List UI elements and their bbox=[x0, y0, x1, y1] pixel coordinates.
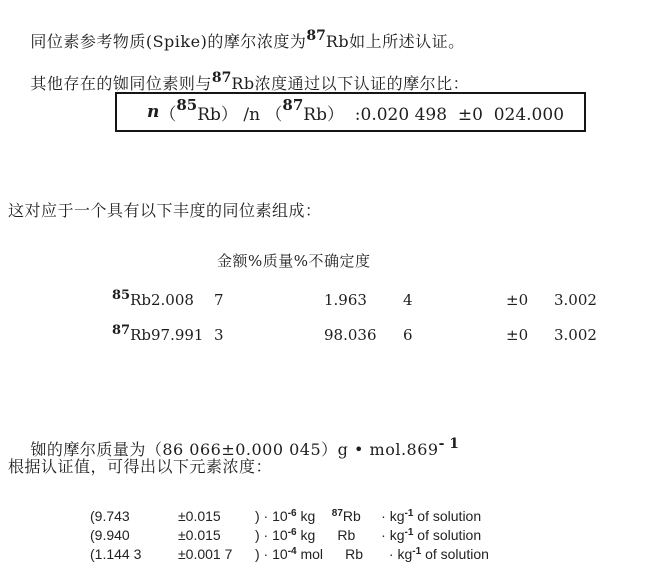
solution-tail: of solution bbox=[421, 546, 489, 562]
para-composition-intro: 这对应于一个具有以下丰度的同位素组成： bbox=[8, 201, 322, 220]
concentration-value: (9.743 bbox=[90, 508, 130, 524]
close-times-base: ) · 10 bbox=[255, 508, 288, 524]
element-name: Rb bbox=[337, 527, 356, 543]
ratio-value: Rb） :0.020 498 ±0 024.000 bbox=[303, 104, 565, 125]
concentration-line-rb-molar bbox=[90, 546, 489, 562]
table-cell: 7 bbox=[214, 291, 224, 309]
para-ratio-post: Rb浓度通过以下认证的摩尔比： bbox=[231, 74, 470, 93]
abundance-row-85rb bbox=[112, 288, 597, 309]
para-ratio-pre: 其他存在的铷同位素则与 bbox=[30, 74, 212, 93]
table-cell: 98.036 bbox=[324, 326, 377, 344]
concentration-line-rb-mass bbox=[90, 527, 481, 543]
element-symbol bbox=[315, 508, 377, 524]
concentration-uncertainty: ±0.015 bbox=[178, 508, 221, 524]
abundance-row-87rb bbox=[112, 323, 597, 344]
unit: kg bbox=[296, 527, 316, 543]
per-exponent: -1 bbox=[404, 508, 414, 519]
exponent: -6 bbox=[287, 508, 297, 519]
ratio-mid: Rb） /n （ bbox=[197, 104, 283, 125]
table-cell: ±0 bbox=[506, 326, 529, 344]
isotope-87-superscript: 87 bbox=[282, 96, 304, 114]
table-cell: 3.002 bbox=[554, 326, 597, 344]
isotope-label bbox=[112, 323, 214, 344]
isotope-label bbox=[112, 288, 214, 309]
per-unit: · kg bbox=[385, 546, 413, 562]
exponent-minus-1: - 1 bbox=[438, 436, 460, 452]
isotope-87-superscript: 87 bbox=[306, 28, 326, 44]
table-cell: ±0 bbox=[506, 291, 529, 309]
concentration-value: (9.940 bbox=[90, 527, 130, 543]
para-concentration-intro: 根据认证值，可得出以下元素浓度： bbox=[8, 457, 273, 476]
table-cell: 4 bbox=[403, 291, 413, 309]
exponent: -6 bbox=[287, 527, 297, 538]
close-times-base: ) · 10 bbox=[255, 546, 288, 562]
concentration-uncertainty: ±0.001 7 bbox=[178, 546, 233, 562]
isotope-87-superscript: 87 bbox=[112, 323, 131, 338]
table-cell: 3.002 bbox=[554, 291, 597, 309]
solution-tail: of solution bbox=[413, 508, 482, 524]
isotope-value: Rb2.008 bbox=[130, 291, 194, 309]
ratio-n-symbol: n bbox=[147, 102, 160, 122]
element-name: Rb bbox=[345, 546, 363, 562]
table-cell: 6 bbox=[403, 326, 413, 344]
element-symbol bbox=[323, 546, 385, 562]
element-name: Rb bbox=[342, 508, 361, 524]
isotope-85-superscript: 85 bbox=[112, 288, 131, 303]
molar-mass-text: 铷的摩尔质量为（86 066±0.000 045）g • mol.869 bbox=[30, 440, 439, 459]
solution-tail: of solution bbox=[413, 527, 482, 543]
element-symbol bbox=[315, 527, 377, 543]
close-times-base: ) · 10 bbox=[255, 527, 288, 543]
isotope-value: Rb97.991 bbox=[130, 326, 204, 344]
concentration-uncertainty: ±0.015 bbox=[178, 527, 221, 543]
exponent: -4 bbox=[287, 546, 297, 557]
concentration-line-87rb bbox=[90, 508, 481, 524]
unit: kg bbox=[296, 508, 316, 524]
per-exponent: -1 bbox=[404, 527, 414, 538]
per-unit: · kg bbox=[377, 508, 405, 524]
per-exponent: -1 bbox=[412, 546, 422, 557]
per-unit: · kg bbox=[377, 527, 405, 543]
para-spike-pre: 同位素参考物质(Spike)的摩尔浓度为 bbox=[30, 32, 307, 51]
isotope-87-superscript: 87 bbox=[211, 70, 232, 86]
abundance-table-header: 金额%质量%不确定度 bbox=[217, 252, 371, 270]
table-cell: 1.963 bbox=[324, 291, 367, 309]
unit: mol bbox=[296, 546, 324, 562]
isotope-85-superscript: 85 bbox=[176, 96, 198, 114]
isotope-87-superscript: 87 bbox=[331, 508, 343, 519]
para-spike-post: Rb如上所述认证。 bbox=[325, 32, 465, 51]
ratio-open-paren: （ bbox=[159, 104, 177, 125]
concentration-value: (1.144 3 bbox=[90, 546, 142, 562]
molar-ratio-box bbox=[115, 92, 586, 132]
table-cell: 3 bbox=[214, 326, 224, 344]
